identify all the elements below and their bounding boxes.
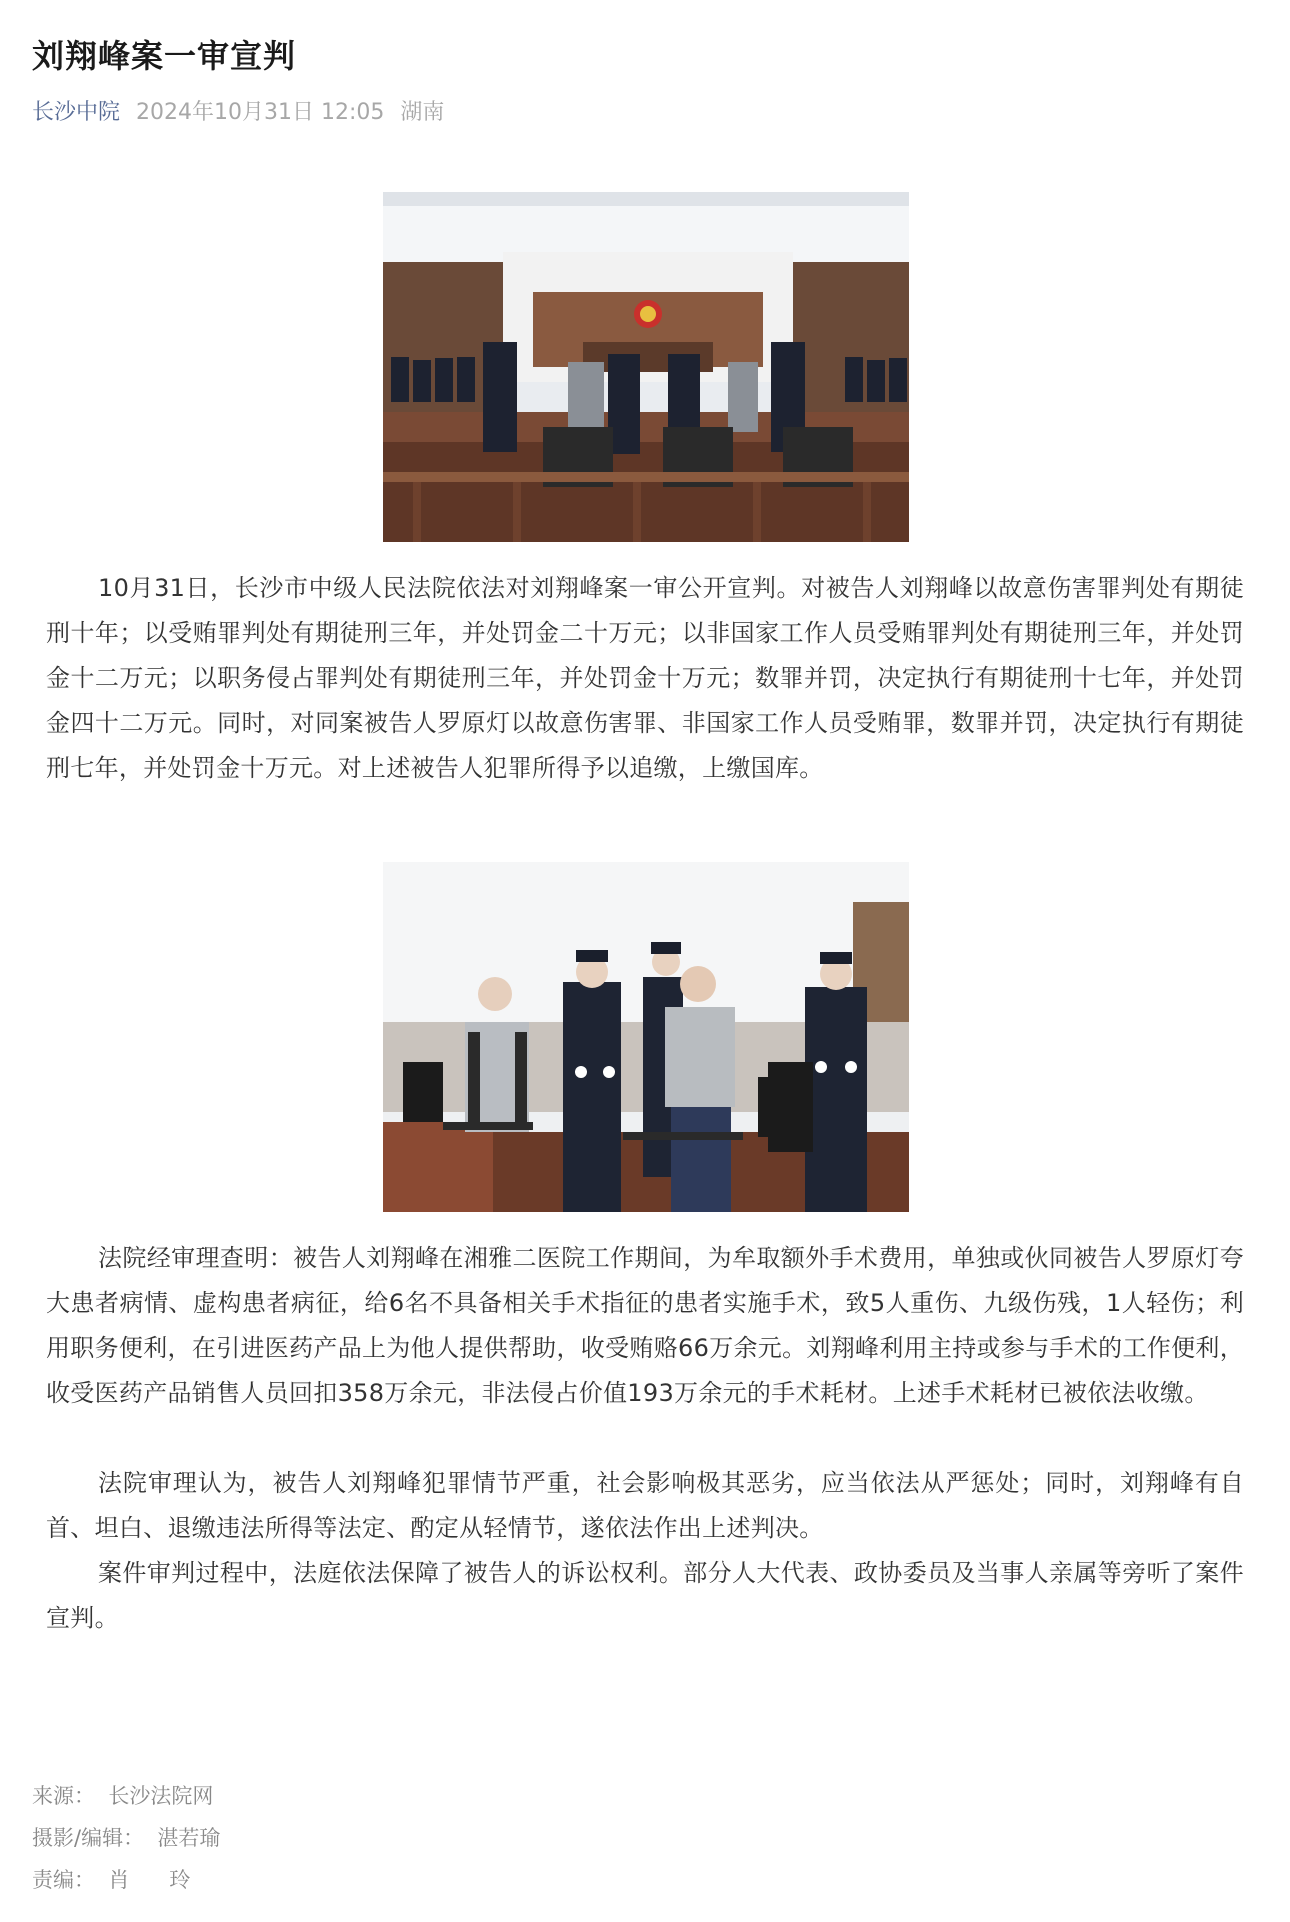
- responsible-editor-line: 责编： 肖 玲: [32, 1868, 191, 1892]
- paragraph-verdict: 10月31日，长沙市中级人民法院依法对刘翔峰案一审公开宣判。对被告人刘翔峰以故意伤害罪判处有期徒刑十年；以受贿罪判处有期徒刑三年，并处罚金二十万元；以非国家工作人员受贿罪判处有期徒刑三年，并处罚金十二万元；以职务侵占罪判处有期徒刑三年，并处罚金十万元；数罪并罚，决定执行有期徒刑十七年，并处罚金四十二万元。同时，对同案被告人罗原灯以故意伤害罪、非国家工作人员受贿罪，数罪并罚，决定执行有期徒刑七年，并处罚金十万元。对上述被告人犯罪所得予以追缴，上缴国库。: [46, 574, 1244, 782]
- source-line: 来源： 长沙法院网: [32, 1784, 214, 1808]
- photo-editor-line: 摄影/编辑： 湛若瑜: [32, 1826, 221, 1850]
- publish-location: 湖南: [400, 100, 445, 125]
- article-title: 刘翔峰案一审宣判: [32, 37, 297, 75]
- courtroom-wide-image: [383, 192, 909, 542]
- publish-date: 2024年10月31日 12:05: [136, 100, 385, 125]
- author-link[interactable]: 长沙中院: [32, 100, 121, 125]
- paragraph-judgment: 法院审理认为，被告人刘翔峰犯罪情节严重，社会影响极其恶劣，应当依法从严惩处；同时，刘翔峰有自首、坦白、退缴违法所得等法定、酌定从轻情节，遂依法作出上述判决。: [46, 1469, 1244, 1542]
- paragraph-trial-process: 案件审判过程中，法庭依法保障了被告人的诉讼权利。部分人大代表、政协委员及当事人亲属等旁听了案件宣判。: [46, 1559, 1244, 1632]
- article-footer: [32, 1775, 220, 1901]
- defendants-photo[interactable]: [383, 862, 909, 1212]
- courtroom-wide-photo[interactable]: [383, 192, 909, 542]
- article-meta: [32, 96, 444, 130]
- defendants-image: [383, 862, 909, 1212]
- paragraph-findings: 法院经审理查明：被告人刘翔峰在湘雅二医院工作期间，为牟取额外手术费用，单独或伙同被告人罗原灯夸大患者病情、虚构患者病征，给6名不具备相关手术指征的患者实施手术，致5人重伤、九级伤残，1人轻伤；利用职务便利，在引进医药产品上为他人提供帮助，收受贿赂66万余元。刘翔峰利用主持或参与手术的工作便利，收受医药产品销售人员回扣358万余元，非法侵占价值193万余元的手术耗材。上述手术耗材已被依法收缴。: [46, 1244, 1244, 1407]
